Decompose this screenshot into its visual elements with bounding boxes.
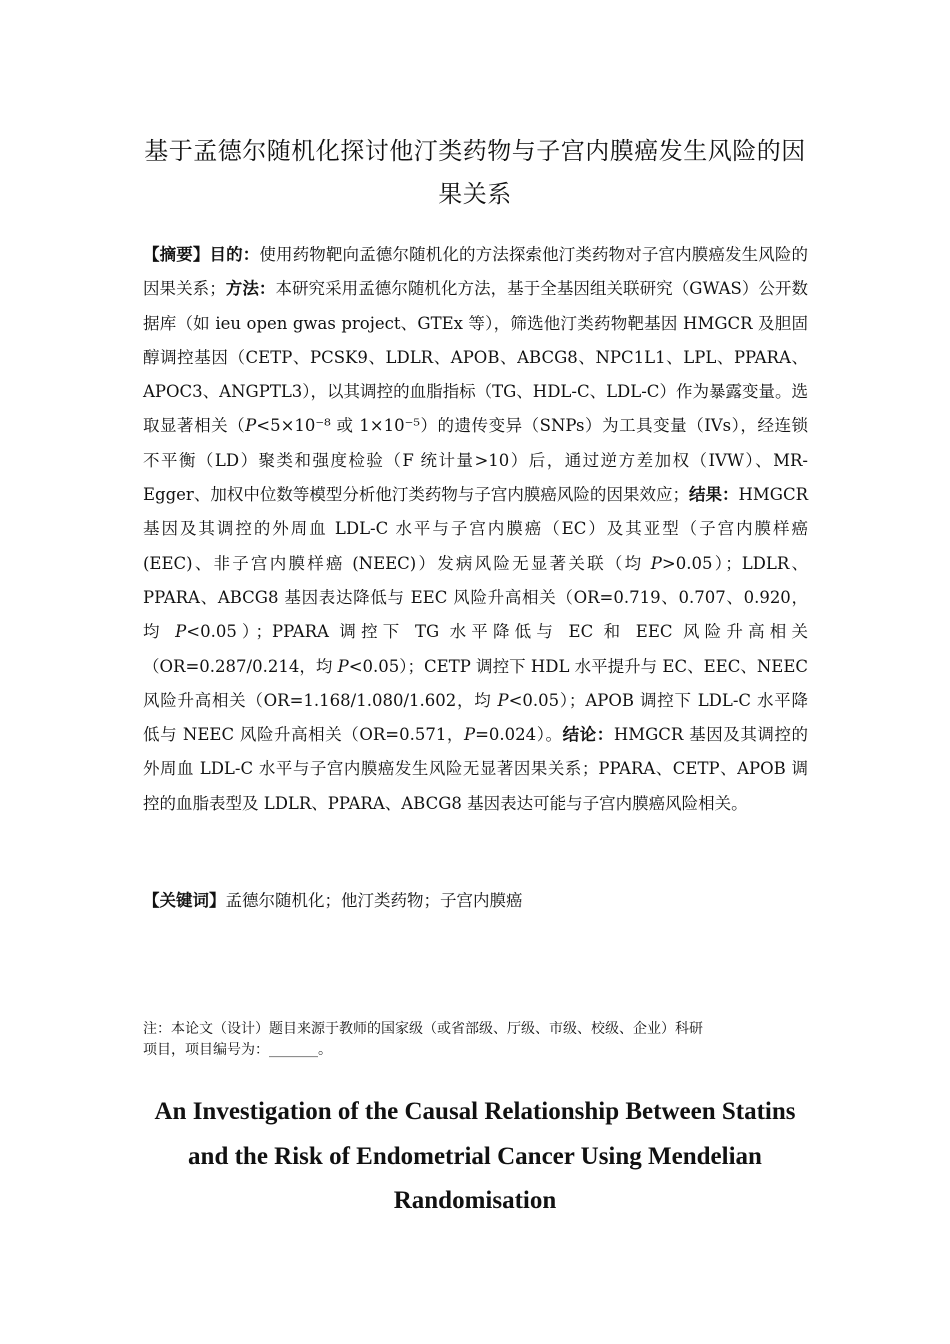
- methods-text: 本研究采用孟德尔随机化方法，基于全基因组关联研究（GWAS）公开数据库（如 ieu open gwas project、GTEx 等），筛选他汀类药物靶基因 HMGCR 及胆固醇调控基因（CETP、PCSK9、LDLR、APOB、ABCG8、NPC1L1、LPL、PPARA、APOC3、ANGPTL3），以其调控的血脂指标（TG、HDL-C、LDL-C）作为暴露变量。选取显著相关（: [143, 279, 809, 436]
- p-symbol: P: [245, 416, 257, 436]
- note-line-1: 注：本论文（设计）题目来源于教师的国家级（或省部级、厅级、市级、校级、企业）科研: [143, 1021, 703, 1037]
- note-line-2: 项目，项目编号为：_______。: [143, 1042, 332, 1058]
- results-text-cont: >0.05）；LDLR、PPARA、ABCG8 基因表达降低与 EEC 风险升高相关（OR=0.719、0.707、0.920，均: [143, 553, 808, 642]
- results-text: HMGCR 基因及其调控的外周血 LDL-C 水平与子宫内膜癌（EC）及其亚型（子宫内膜样癌 (EEC)、非子宫内膜样癌 (NEEC)）发病风险无显著关联（均: [143, 485, 809, 573]
- results-text-cont: <0.05）；CETP 调控下 HDL 水平提升与 EC、EEC、NEEC 风险升高相关（OR=1.168/1.080/1.602，均: [143, 656, 808, 710]
- keywords: [143, 884, 808, 918]
- abstract: [143, 238, 808, 821]
- p-symbol: P: [463, 725, 476, 745]
- p-symbol: P: [175, 622, 187, 642]
- conclusion-text: HMGCR 基因及其调控的外周血 LDL-C 水平与子宫内膜癌发生风险无显著因果关系；PPARA、CETP、APOB 调控的血脂表型及 LDLR、PPARA、ABCG8 基因表达可能与子宫内膜癌风险相关。: [143, 725, 809, 813]
- results-label: 结果：: [688, 485, 739, 505]
- keywords-text: 孟德尔随机化；他汀类药物；子宫内膜癌: [225, 891, 523, 910]
- methods-text-cont: <5×10⁻⁸ 或 1×10⁻⁵）的遗传变异（SNPs）为工具变量（IVs），经连锁不平衡（LD）聚类和强度检验（F 统计量>10）后，通过逆方差加权（IVW）、MR-Egger、加权中位数等模型分析他汀类药物与子宫内膜癌风险的因果效应；: [143, 416, 808, 505]
- keywords-label: 【关键词】: [143, 891, 226, 910]
- results-text-cont: <0.05）；PPARA 调控下 TG 水平降低与 EC 和 EEC 风险升高相关（OR=0.287/0.214，均: [143, 622, 808, 676]
- objective-label: 目的：: [209, 245, 260, 264]
- funding-note: [143, 1021, 808, 1059]
- p-symbol: P: [497, 690, 509, 710]
- objective-text: 使用药物靶向孟德尔随机化的方法探索他汀类药物对子宫内膜癌发生风险的因果关系；: [143, 245, 809, 299]
- results-text-cont: <0.05）；APOB 调控下 LDL-C 水平降低与 NEEC 风险升高相关（OR=0.571，: [143, 690, 808, 745]
- english-title: An Investigation of the Causal Relationship Between Statins and the Risk of Endometrial Cancer Using Mendelian Randomisation: [154, 1098, 796, 1214]
- conclusion-label: 结论：: [562, 725, 614, 745]
- p-symbol: P: [337, 656, 349, 676]
- results-text-cont: =0.024）。: [475, 725, 563, 745]
- abstract-label: 【摘要】: [143, 245, 210, 264]
- methods-label: 方法：: [225, 279, 276, 299]
- p-symbol: P: [650, 553, 662, 573]
- chinese-title: 基于孟德尔随机化探讨他汀类药物与子宫内膜癌发生风险的因果关系: [144, 137, 806, 208]
